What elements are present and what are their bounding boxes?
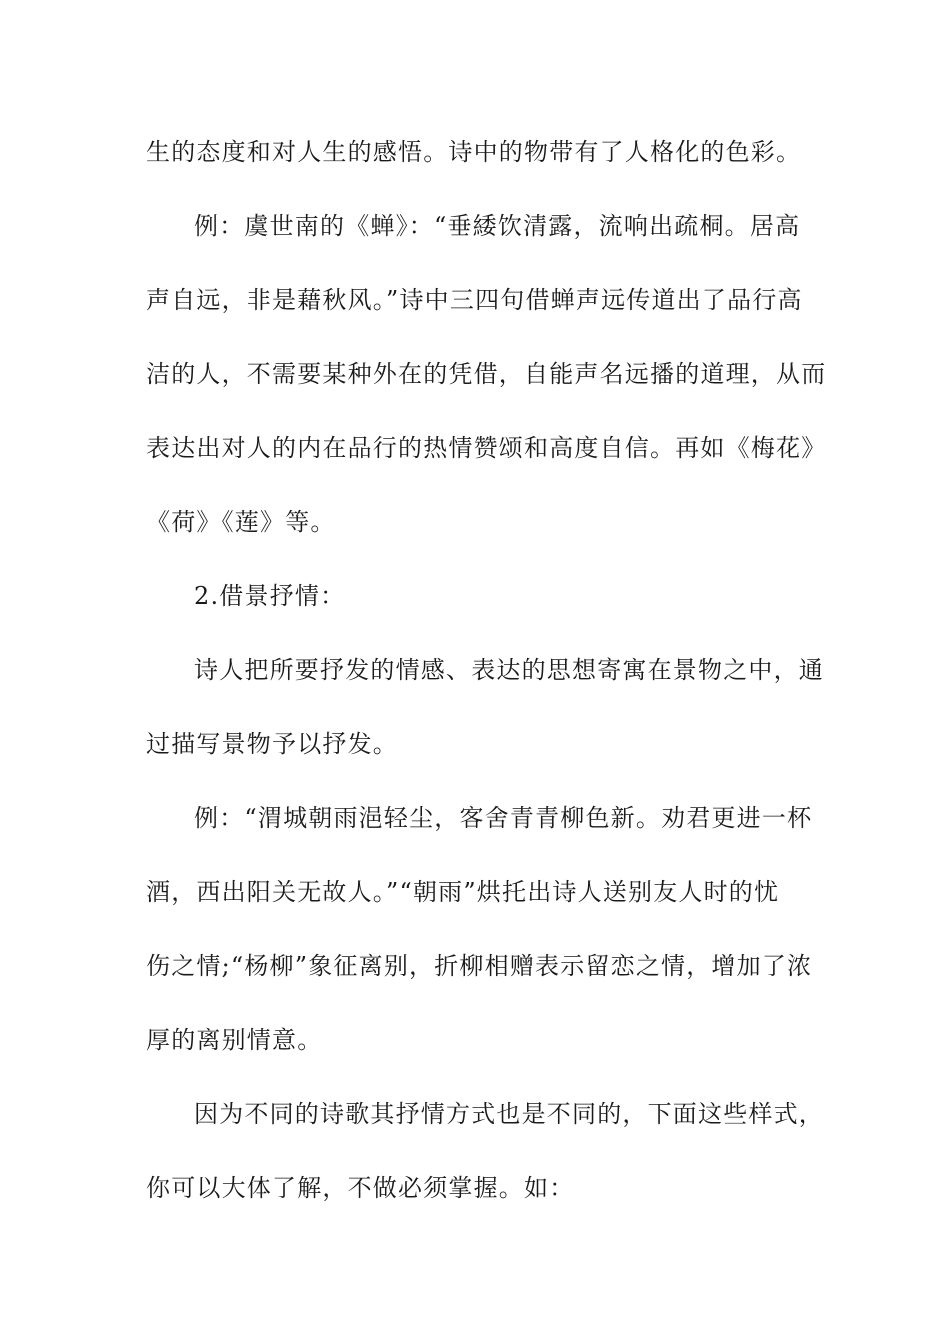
text-line-9: 过描写景物予以抒发。	[146, 730, 398, 758]
text-line-6: 《荷》《莲》等。	[146, 508, 336, 536]
text-line-15: 你可以大体了解，不做必须掌握。如：	[146, 1174, 575, 1202]
text-line-11: 酒，西出阳关无故人。”“朝雨”烘托出诗人送别友人时的忧	[146, 878, 780, 906]
text-line-12: 伤之情;“杨柳”象征离别，折柳相赠表示留恋之情，增加了浓	[146, 952, 813, 980]
text-line-2: 例：虞世南的《蝉》：“垂緌饮清露，流响出疏桐。居高	[194, 212, 801, 240]
text-line-10: 例：“渭城朝雨浥轻尘，客舍青青柳色新。劝君更进一杯	[194, 804, 813, 832]
text-line-3: 声自远，非是藉秋风。”诗中三四句借蝉声远传道出了品行高	[146, 286, 803, 314]
text-line-1: 生的态度和对人生的感悟。诗中的物带有了人格化的色彩。	[146, 138, 802, 166]
section-heading: 2.借景抒情：	[194, 582, 346, 610]
text-line-14: 因为不同的诗歌其抒情方式也是不同的，下面这些样式，	[194, 1100, 824, 1128]
text-line-5: 表达出对人的内在品行的热情赞颂和高度自信。再如《梅花》	[146, 434, 827, 462]
text-line-4: 洁的人，不需要某种外在的凭借，自能声名远播的道理，从而	[146, 360, 827, 388]
text-line-8: 诗人把所要抒发的情感、表达的思想寄寓在景物之中，通	[194, 656, 824, 684]
text-line-13: 厚的离别情意。	[146, 1026, 323, 1054]
